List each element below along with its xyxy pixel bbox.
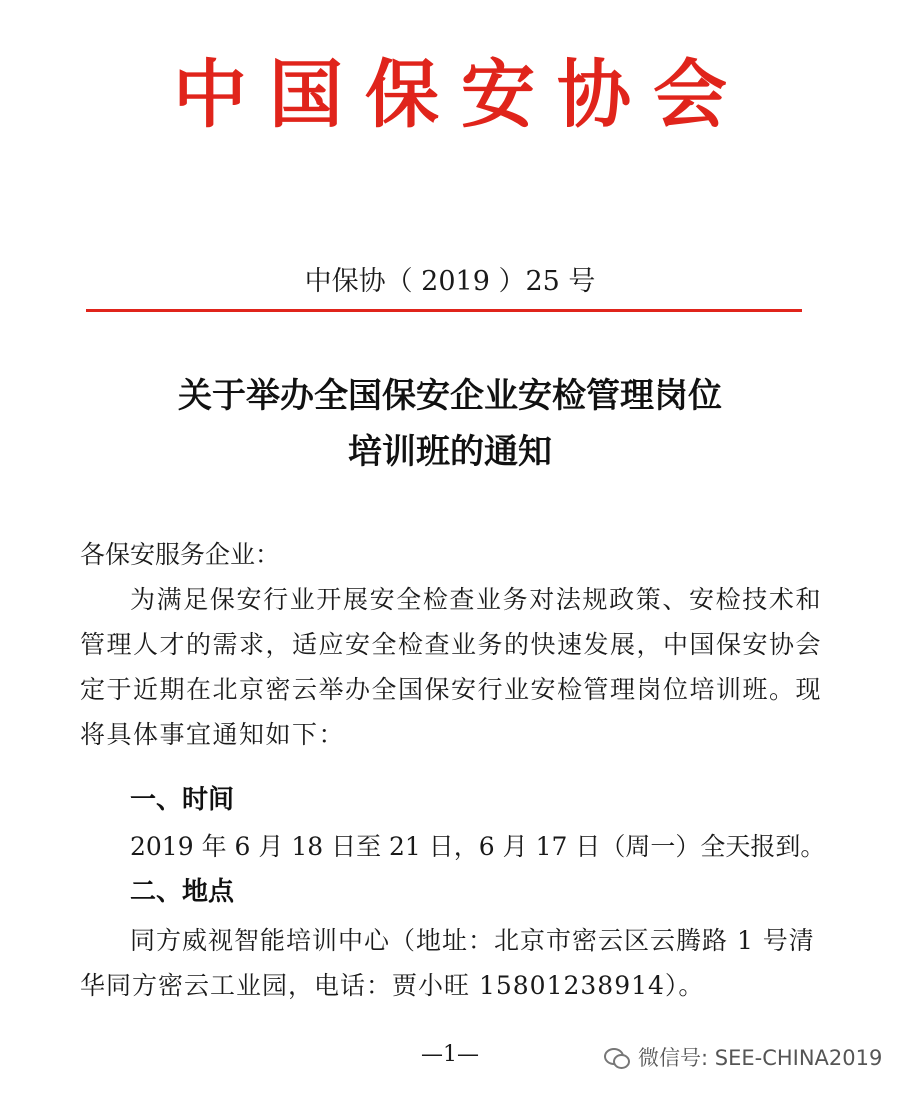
salutation: 各保安服务企业： bbox=[80, 540, 281, 569]
title-line-2: 培训班的通知 bbox=[348, 432, 552, 472]
page-number: —1— bbox=[421, 1042, 479, 1067]
section-text-location: 同方威视智能培训中心（地址：北京市密云区云腾路 1 号清华同方密云工业园，电话：贾小旺 15801238914）。 bbox=[80, 926, 815, 1000]
title-line-1: 关于举办全国保安企业安检管理岗位 bbox=[178, 376, 722, 416]
document-number: 中保协（ 2019 ）25 号 bbox=[304, 266, 596, 297]
red-divider bbox=[86, 309, 802, 312]
intro-paragraph: 为满足保安行业开展安全检查业务对法规政策、安检技术和管理人才的需求，适应安全检查业务的快速发展，中国保安协会定于近期在北京密云举办全国保安行业安检管理岗位培训班。现将具体事宜通知如下： bbox=[80, 585, 823, 749]
wechat-icon bbox=[604, 1046, 630, 1068]
document-title bbox=[0, 368, 900, 480]
section-heading-location: 二、地点 bbox=[130, 877, 235, 907]
org-masthead: 中国保安协会 bbox=[173, 52, 749, 138]
watermark-text: 微信号: SEE-CHINA2019 bbox=[638, 1046, 883, 1070]
wechat-watermark bbox=[604, 1043, 882, 1071]
section-heading-time: 一、时间 bbox=[130, 785, 235, 815]
section-text-time: 2019 年 6 月 18 日至 21 日，6 月 17 日（周一）全天报到。 bbox=[130, 832, 826, 861]
